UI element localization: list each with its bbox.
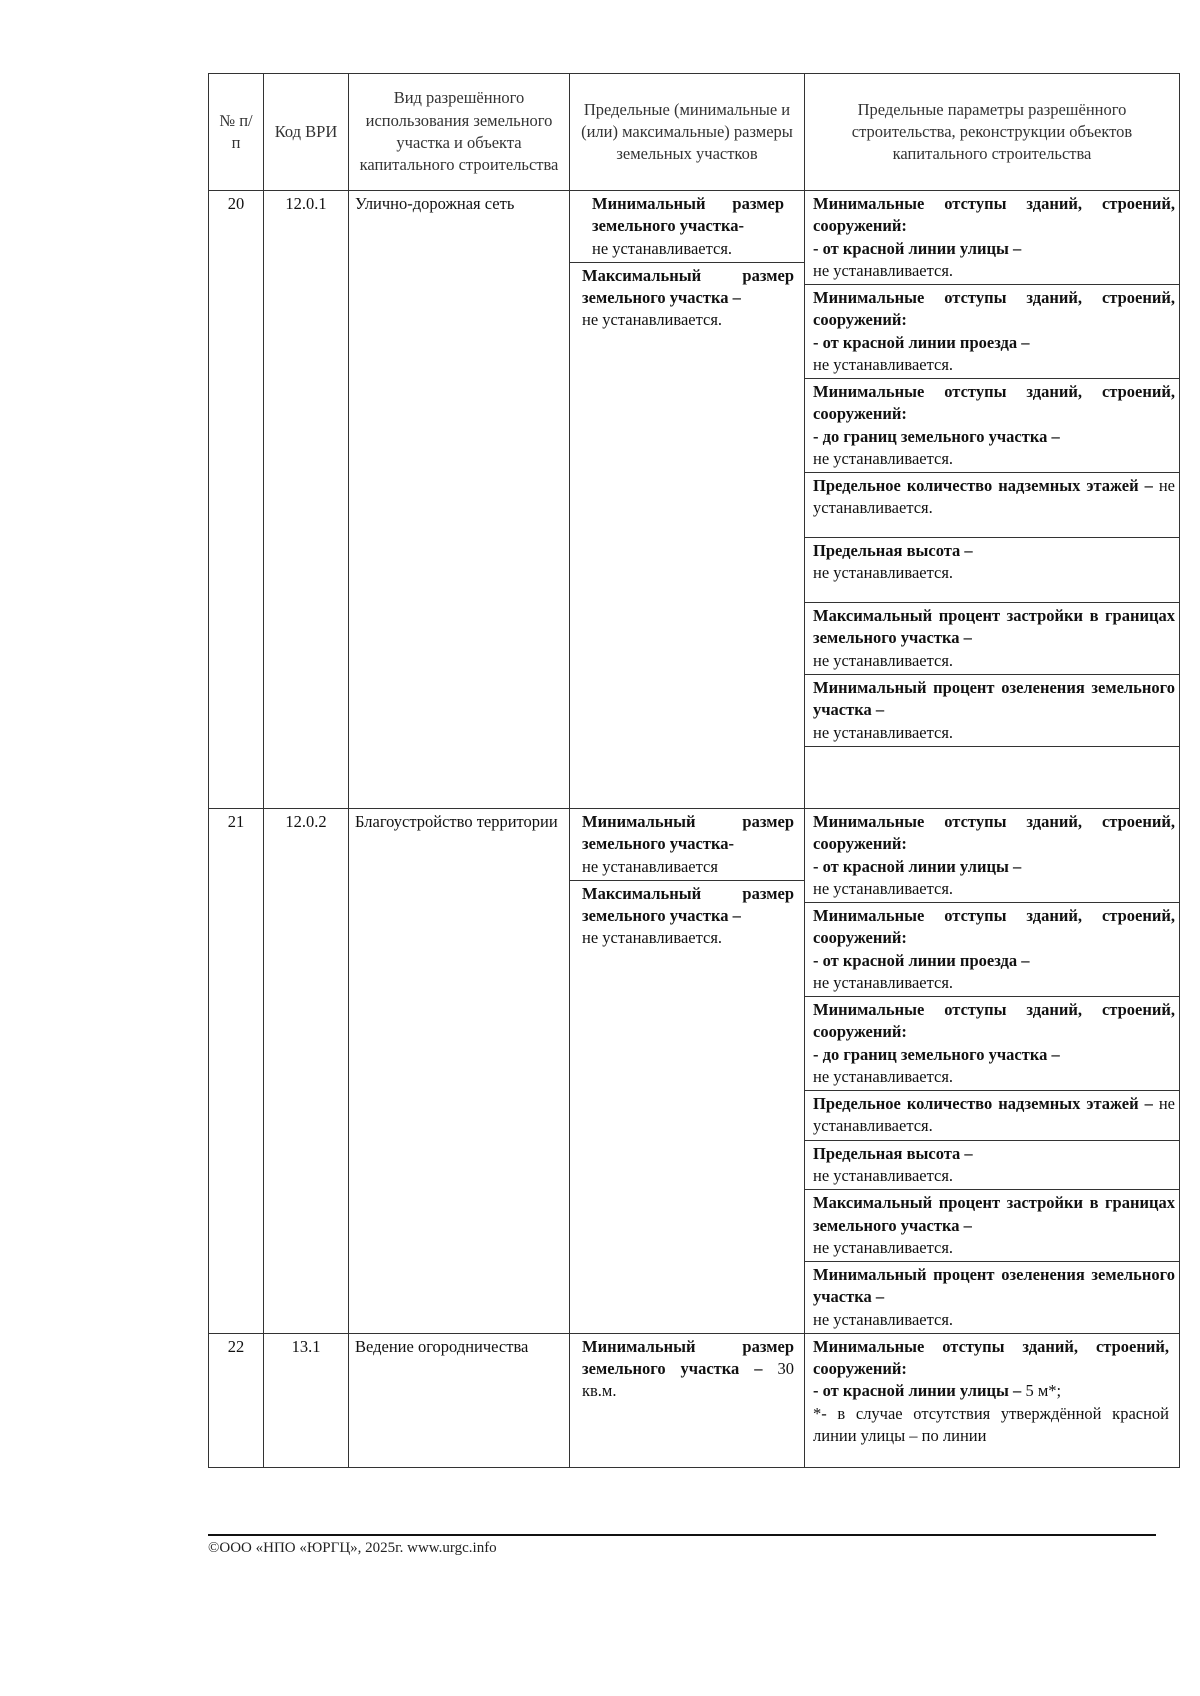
row-code: 12.0.2	[264, 809, 349, 1334]
param-item: Предельная высота – не устанавливается.	[805, 538, 1179, 603]
row-num: 20	[209, 191, 264, 809]
row-code: 13.1	[264, 1333, 349, 1467]
param-item: Предельное количество надземных этажей – не устанавливается.	[805, 473, 1179, 538]
row-params	[805, 191, 1180, 809]
table-header-row	[209, 74, 1180, 191]
table-row	[209, 1333, 1180, 1467]
table-row	[209, 809, 1180, 1334]
param-item: Минимальные отступы зданий, строений, сооружений: - от красной линии проезда – не устанавливается.	[805, 903, 1179, 997]
row-name: Благоустройство территории	[349, 809, 570, 1334]
row-sizes: Минимальный размер земельного участка – 30 кв.м.	[570, 1333, 805, 1467]
row-params	[805, 809, 1180, 1334]
row-code: 12.0.1	[264, 191, 349, 809]
row-num: 21	[209, 809, 264, 1334]
size-min: Минимальный размер земельного участка- не устанавливается.	[570, 191, 804, 262]
size-max: Максимальный размер земельного участка – не устанавливается.	[582, 265, 794, 330]
header-type: Вид разрешённого использования земельного участка и объекта капитального строительства	[349, 74, 570, 191]
header-params: Предельные параметры разрешённого строительства, реконструкции объектов капитального строительства	[805, 74, 1180, 191]
row-params: Минимальные отступы зданий, строений, сооружений: - от красной линии улицы – 5 м*; *- в случае отсутствия утверждённой красной линии улицы – по линии	[805, 1333, 1180, 1467]
regulations-table	[208, 73, 1180, 1468]
param-item: Минимальные отступы зданий, строений, сооружений: - от красной линии проезда – не устанавливается.	[805, 285, 1179, 379]
param-item: Максимальный процент застройки в границах земельного участка – не устанавливается.	[805, 603, 1179, 675]
param-item: Минимальные отступы зданий, строений, сооружений: - до границ земельного участка – не устанавливается.	[805, 379, 1179, 473]
param-item: Предельное количество надземных этажей – не устанавливается.	[805, 1091, 1179, 1141]
table-row	[209, 191, 1180, 809]
row-name: Улично-дорожная сеть	[349, 191, 570, 809]
row-num: 22	[209, 1333, 264, 1467]
param-item: Минимальный процент озеленения земельного участка – не устанавливается.	[805, 674, 1179, 746]
row-sizes	[570, 809, 805, 1334]
header-code: Код ВРИ	[264, 74, 349, 191]
param-item: Предельная высота – не устанавливается.	[805, 1140, 1179, 1190]
footer-divider	[208, 1534, 1156, 1536]
header-size: Предельные (минимальные и (или) максимальные) размеры земельных участков	[570, 74, 805, 191]
size-min: Минимальный размер земельного участка- не устанавливается	[570, 809, 804, 880]
row-sizes	[570, 191, 805, 809]
size-max: Максимальный размер земельного участка – не устанавливается.	[582, 883, 794, 948]
page-footer: ©ООО «НПО «ЮРГЦ», 2025г. www.urgc.info	[208, 1540, 497, 1556]
param-item: Минимальный процент озеленения земельного участка – не устанавливается.	[813, 1265, 1175, 1329]
param-item: Минимальные отступы зданий, строений, сооружений: - от красной линии улицы – не устанавливается.	[805, 191, 1179, 285]
param-item: Минимальные отступы зданий, строений, сооружений: - до границ земельного участка – не устанавливается.	[805, 997, 1179, 1091]
param-item: Максимальный процент застройки в границах земельного участка – не устанавливается.	[805, 1190, 1179, 1262]
header-num: № п/п	[209, 74, 264, 191]
row-name: Ведение огородничества	[349, 1333, 570, 1467]
param-item: Минимальные отступы зданий, строений, сооружений: - от красной линии улицы – не устанавливается.	[805, 809, 1179, 903]
